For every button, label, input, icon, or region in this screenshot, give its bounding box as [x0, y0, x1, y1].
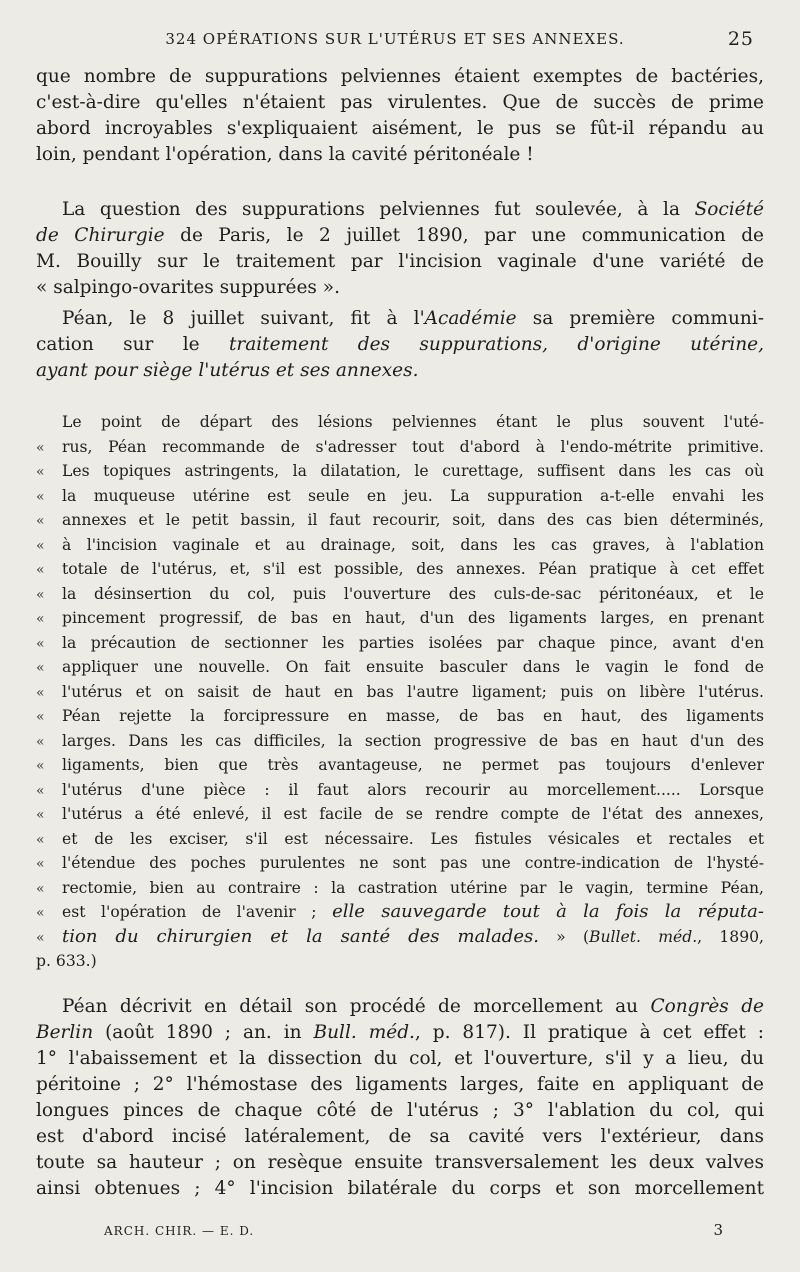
italic-run: Académie: [424, 308, 517, 329]
italic-run: tion du chirurgien et la santé des malades.: [62, 925, 539, 947]
text-run: l'étendue des poches purulentes ne sont pas une contre-indication de l'hysté-: [62, 854, 764, 872]
quote-mark: «: [36, 537, 45, 554]
text-run: cation sur le: [36, 334, 229, 355]
text-line: toute sa hauteur ; on resèque ensuite transversalement les deux valves: [36, 1152, 764, 1173]
text-run: rectomie, bien au contraire : la castration utérine par le vagin, termine Péan,: [62, 878, 764, 897]
italic-run: elle sauvegarde tout à la fois la réputa-: [332, 901, 764, 922]
quote-line: [36, 459, 764, 484]
quote-mark: «: [36, 488, 45, 505]
text-run: Péan décrivit en détail son procédé de morcellement au: [62, 996, 651, 1017]
quote-mark: «: [36, 807, 45, 823]
text-run: » (: [538, 927, 590, 946]
quote-line: [36, 778, 764, 803]
quote-mark: «: [36, 733, 45, 750]
text-run: totale de l'utérus, et, s'il est possible, des annexes. Péan pratique à cet effet: [62, 560, 764, 578]
text-run: est l'opération de l'avenir ;: [62, 903, 333, 921]
text-line: est d'abord incisé latéralement, de sa cavité vers l'extérieur, dans: [36, 1126, 764, 1147]
quote-mark: «: [36, 880, 45, 897]
quote-mark: «: [36, 439, 45, 456]
quote-line: [36, 753, 764, 778]
italic-run: Bull. méd.: [313, 1022, 415, 1043]
text-line: c'est-à-dire qu'elles n'étaient pas virulentes. Que de succès de prime: [36, 92, 764, 113]
text-run: pincement progressif, de bas en haut, d'un des ligaments larges, en prenant: [62, 609, 764, 627]
quotation-block: [36, 410, 764, 974]
text-line: [36, 1020, 764, 1046]
text-line: [36, 332, 764, 358]
quote-line: [36, 827, 764, 852]
italic-run: Société: [694, 199, 764, 220]
text-line: longues pinces de chaque côté de l'utérus ; 3° l'ablation du col, qui: [36, 1100, 764, 1121]
quote-mark: «: [36, 562, 45, 578]
text-run: (août 1890 ; an. in: [93, 1022, 314, 1043]
text-run: de Paris, le 2 juillet 1890, par une communication de: [164, 225, 764, 246]
text-run: l'utérus d'une pièce : il faut alors recourir au morcellement..... Lorsque: [62, 780, 764, 799]
text-line: loin, pendant l'opération, dans la cavité péritonéale !: [36, 144, 534, 165]
quote-line: [36, 729, 764, 754]
text-run: larges. Dans les cas difficiles, la section progressive de bas en haut d'un des: [62, 731, 764, 750]
italic-run: Bullet. méd.: [589, 927, 698, 946]
quote-line: [36, 876, 764, 901]
quote-mark: «: [36, 660, 45, 676]
quote-line: [36, 484, 764, 509]
quote-line: Le point de départ des lésions pelviennes étant le plus souvent l'uté-: [62, 413, 764, 431]
quote-mark: «: [36, 611, 45, 627]
text-run: rus, Péan recommande de s'adresser tout d'abord à l'endo-métrite primitive.: [62, 437, 764, 456]
text-line: abord incroyables s'expliquaient aisément, le pus se fût-il répandu au: [36, 118, 764, 139]
quote-line: [36, 508, 764, 533]
text-run: la désinsertion du col, puis l'ouverture des culs-de-sac péritonéaux, et le: [62, 584, 764, 603]
signature-mark: ARCH. CHIR. — E. D.: [104, 1224, 255, 1238]
running-header: [36, 30, 754, 58]
text-run: , 1890,: [697, 927, 764, 946]
text-run: l'utérus et on saisit de haut en bas l'autre ligament; puis on libère l'utérus.: [62, 682, 764, 701]
text-line: [36, 197, 764, 223]
quote-line: [36, 704, 764, 729]
text-run: La question des suppurations pelviennes fut soulevée, à la: [62, 199, 695, 220]
text-line: [36, 223, 764, 249]
quote-mark: «: [36, 782, 45, 799]
quote-mark: «: [36, 831, 45, 848]
text-run: la muqueuse utérine est seule en jeu. La suppuration a-t-elle envahi les: [62, 486, 764, 505]
quote-line: [36, 557, 764, 582]
quote-line: [36, 925, 764, 950]
quote-line: p. 633.): [36, 952, 97, 970]
paragraph-4: [36, 994, 764, 1202]
quote-mark: «: [36, 464, 45, 480]
text-run: , p. 817). Il pratique à cet effet :: [414, 1022, 764, 1043]
sheet-number: 3: [713, 1221, 724, 1239]
italic-run: Berlin: [36, 1022, 94, 1043]
text-line: [36, 306, 764, 332]
quote-line: [36, 802, 764, 827]
paragraph-2: [36, 197, 764, 301]
quote-mark: «: [36, 905, 45, 921]
quote-mark: «: [36, 758, 45, 774]
text-run: sa première communi-: [516, 308, 764, 329]
text-run: à l'incision vaginale et au drainage, soit, dans les cas graves, à l'ablation: [62, 535, 764, 554]
quote-mark: «: [36, 856, 45, 872]
quote-mark: «: [36, 513, 45, 529]
quote-mark: «: [36, 635, 45, 652]
quote-mark: «: [36, 709, 45, 725]
text-line: [36, 994, 764, 1020]
text-line: « salpingo-ovarites suppurées ».: [36, 277, 341, 298]
text-run: ligaments, bien que très avantageuse, ne permet pas toujours d'enlever: [62, 756, 764, 774]
text-line: péritoine ; 2° l'hémostase des ligaments larges, faite en appliquant de: [36, 1074, 764, 1095]
quote-line: [36, 900, 764, 925]
text-run: Péan rejette la forcipressure en masse, de bas en haut, des ligaments: [62, 707, 764, 725]
text-run: Péan, le 8 juillet suivant, fit à l': [62, 308, 425, 329]
quote-line: [36, 582, 764, 607]
text-run: l'utérus a été enlevé, il est facile de se rendre compte de l'état des annexes,: [62, 805, 764, 823]
quote-mark: «: [36, 684, 45, 701]
italic-run: traitement des suppurations, d'origine utérine,: [228, 334, 764, 355]
italic-run: de Chirurgie: [36, 225, 165, 246]
quote-line: [36, 680, 764, 705]
quote-line: [36, 655, 764, 680]
text-line: ainsi obtenues ; 4° l'incision bilatérale du corps et son morcellement: [36, 1178, 764, 1199]
text-line: ayant pour siège l'utérus et ses annexes.: [36, 360, 419, 381]
italic-run: Congrès de: [650, 996, 764, 1017]
page-number: 25: [727, 28, 754, 50]
quote-mark: «: [36, 929, 45, 946]
quote-line: [36, 631, 764, 656]
page-footer: [104, 1221, 724, 1246]
text-run: appliquer une nouvelle. On fait ensuite basculer dans le vagin le fond de: [62, 658, 764, 676]
quote-mark: «: [36, 586, 45, 603]
quote-line: [36, 851, 764, 876]
text-run: la précaution de sectionner les parties isolées par chaque pince, avant d'en: [62, 633, 764, 652]
text-run: Les topiques astringents, la dilatation, le curettage, suffisent dans les cas où: [62, 462, 764, 480]
text-run: et de les exciser, s'il est nécessaire. Les fistules vésicales et rectales et: [62, 829, 764, 848]
header-title: 324 OPÉRATIONS SUR L'UTÉRUS ET SES ANNEXES.: [165, 30, 625, 48]
text-line: M. Bouilly sur le traitement par l'incision vaginale d'une variété de: [36, 251, 764, 272]
paragraph-1: [36, 64, 764, 168]
text-run: annexes et le petit bassin, il faut recourir, soit, dans des cas bien déterminés,: [62, 511, 764, 529]
text-line: que nombre de suppurations pelviennes étaient exemptes de bactéries,: [36, 66, 764, 87]
text-line: 1° l'abaissement et la dissection du col, et l'ouverture, s'il y a lieu, du: [36, 1048, 764, 1069]
paragraph-3: [36, 306, 764, 384]
quote-line: [36, 606, 764, 631]
quote-line: [36, 435, 764, 460]
quote-line: [36, 533, 764, 558]
